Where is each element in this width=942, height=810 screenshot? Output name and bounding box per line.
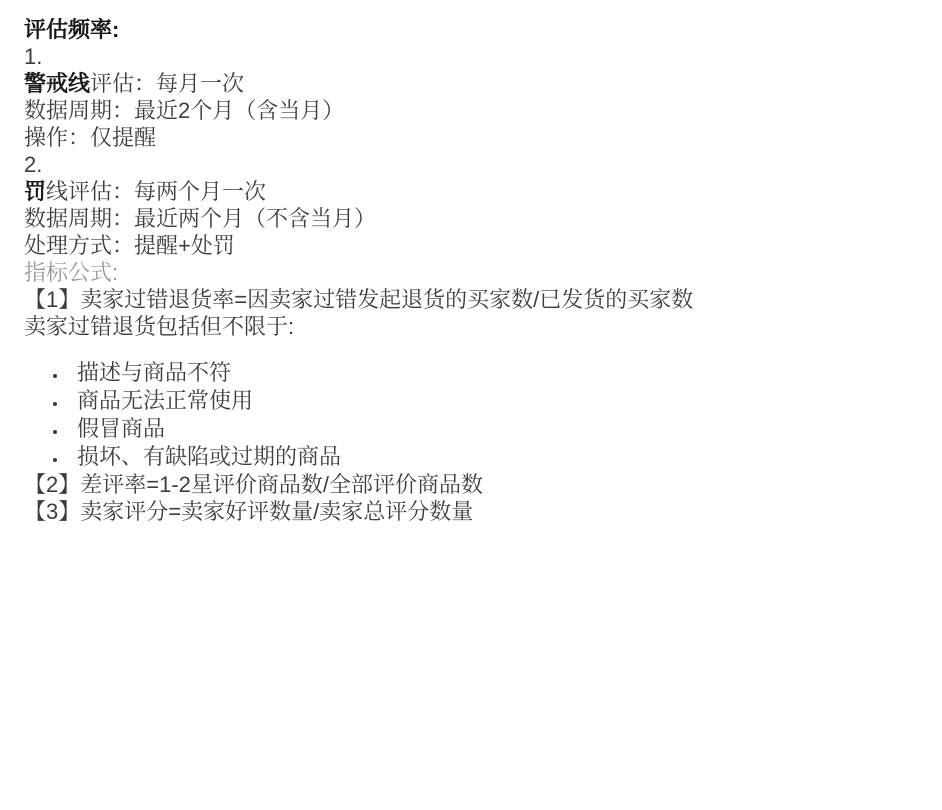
rule-2-frequency xyxy=(24,178,912,205)
reason-list xyxy=(24,359,912,471)
rule-1-frequency-value: 评估：每月一次 xyxy=(90,71,245,96)
rule-1-action: 操作：仅提醒 xyxy=(24,125,157,150)
rule-2-term: 罚 xyxy=(24,179,47,204)
rule-1-number: 1. xyxy=(24,44,43,69)
reason-list-intro: 卖家过错退货包括但不限于: xyxy=(24,314,295,339)
formula-2: 【2】差评率=1-2星评价商品数/全部评价商品数 xyxy=(24,472,483,497)
rule-1-block xyxy=(24,43,912,151)
rule-1-data-period: 数据周期：最近2个月（含当月） xyxy=(24,98,345,123)
list-item: • 商品无法正常使用 xyxy=(68,387,912,415)
list-item: • 损坏、有缺陷或过期的商品 xyxy=(68,443,912,471)
formula-1: 【1】卖家过错退货率=因卖家过错发起退货的买家数/已发货的买家数 xyxy=(24,287,694,312)
page-title: 评估频率: xyxy=(24,17,120,42)
formula-3: 【3】卖家评分=卖家好评数量/卖家总评分数量 xyxy=(24,499,474,524)
rule-2-frequency-value: 线评估：每两个月一次 xyxy=(46,179,267,204)
rule-1-term: 警戒线 xyxy=(24,71,91,96)
list-item: • 假冒商品 xyxy=(68,415,912,443)
rule-1-frequency xyxy=(24,70,912,97)
rule-2-action: 处理方式：提醒+处罚 xyxy=(24,233,235,258)
list-item: • 描述与商品不符 xyxy=(68,359,912,387)
formulas-heading: 指标公式: xyxy=(24,260,119,285)
rule-2-number: 2. xyxy=(24,152,43,177)
rule-2-block xyxy=(24,178,912,259)
rule-2-data-period: 数据周期：最近两个月（不含当月） xyxy=(24,206,377,231)
